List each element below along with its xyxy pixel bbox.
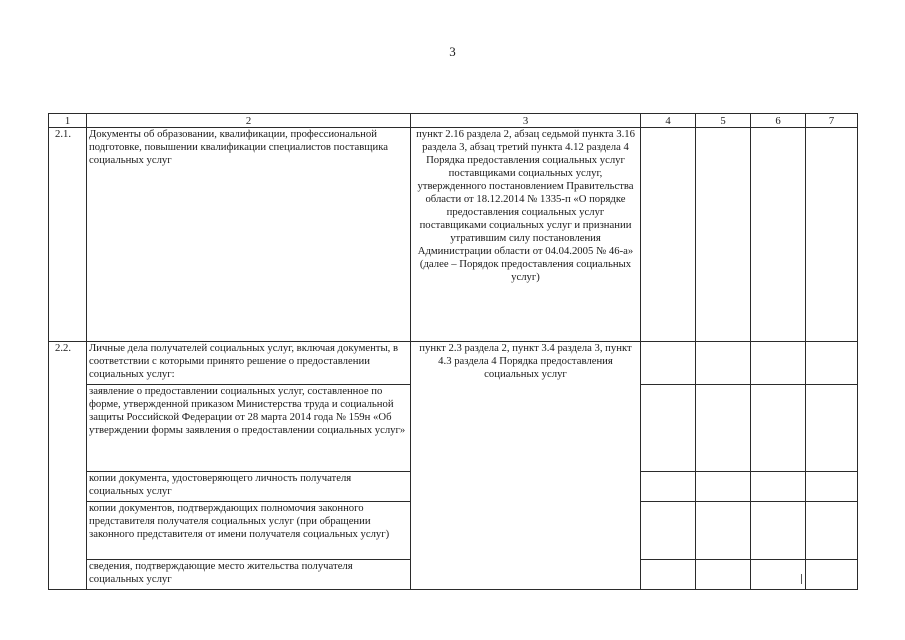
empty-cell (751, 128, 806, 342)
column-header: 7 (806, 114, 858, 128)
empty-cell (696, 502, 751, 560)
empty-cell (806, 560, 858, 590)
empty-cell (806, 385, 858, 472)
empty-cell (641, 342, 696, 385)
row-legal-basis: пункт 2.16 раздела 2, абзац седьмой пункта 3.16 раздела 3, абзац третий пункта 4.12 раздела 4 Порядка предоставления социальных услуг поставщиками социальных услуг, утвержденного постановлением Правительства области от 18.12.2014 № 1335-п «О порядке предоставления социальных услуг поставщиками социальных услуг и признании утратившим силу постановления Администрации области от 04.04.2005 № 46-а» (далее – Порядок предоставления социальных услуг) (411, 128, 641, 342)
empty-cell (641, 128, 696, 342)
empty-cell (751, 385, 806, 472)
table-row (49, 128, 858, 342)
empty-cell (696, 560, 751, 590)
column-header: 4 (641, 114, 696, 128)
empty-cell (806, 342, 858, 385)
sub-item-description: копии документа, удостоверяющего личность получателя социальных услуг (87, 472, 411, 502)
sub-item-description: сведения, подтверждающие место жительства получателя социальных услуг (87, 560, 411, 590)
page-number: 3 (449, 44, 456, 59)
row-number: 2.2. (49, 342, 87, 590)
empty-cell (751, 502, 806, 560)
table-row (49, 342, 858, 385)
empty-cell (806, 128, 858, 342)
empty-cell (641, 502, 696, 560)
sub-item-description: копии документов, подтверждающих полномочия законного представителя получателя социальных услуг (при обращении законного представителя от имени получателя социальных услуг) (87, 502, 411, 560)
empty-cell (751, 472, 806, 502)
empty-cell (696, 128, 751, 342)
row-number: 2.1. (49, 128, 87, 342)
row-description: Личные дела получателей социальных услуг, включая документы, в соответствии с которыми принято решение о предоставлении социальных услуг: (87, 342, 411, 385)
column-header: 3 (411, 114, 641, 128)
column-header: 5 (696, 114, 751, 128)
empty-cell (751, 560, 806, 590)
empty-cell (806, 502, 858, 560)
empty-cell (641, 560, 696, 590)
empty-cell (806, 472, 858, 502)
column-header: 6 (751, 114, 806, 128)
row-description: Документы об образовании, квалификации, профессиональной подготовке, повышении квалификации специалистов поставщика социальных услуг (87, 128, 411, 342)
sub-item-description: заявление о предоставлении социальных услуг, составленное по форме, утвержденной приказом Министерства труда и социальной защиты Российской Федерации от 28 марта 2014 года № 159н «Об утверждении формы заявления о предоставлении социальных услуг» (87, 385, 411, 472)
empty-cell (696, 385, 751, 472)
column-header: 1 (49, 114, 87, 128)
empty-cell (696, 342, 751, 385)
column-header: 2 (87, 114, 411, 128)
row-legal-basis: пункт 2.3 раздела 2, пункт 3.4 раздела 3, пункт 4.3 раздела 4 Порядка предоставления социальных услуг (411, 342, 641, 590)
scan-mark (801, 574, 802, 584)
empty-cell (696, 472, 751, 502)
table-header-row (49, 114, 858, 128)
empty-cell (751, 342, 806, 385)
requirements-table (48, 113, 858, 590)
empty-cell (641, 472, 696, 502)
empty-cell (641, 385, 696, 472)
